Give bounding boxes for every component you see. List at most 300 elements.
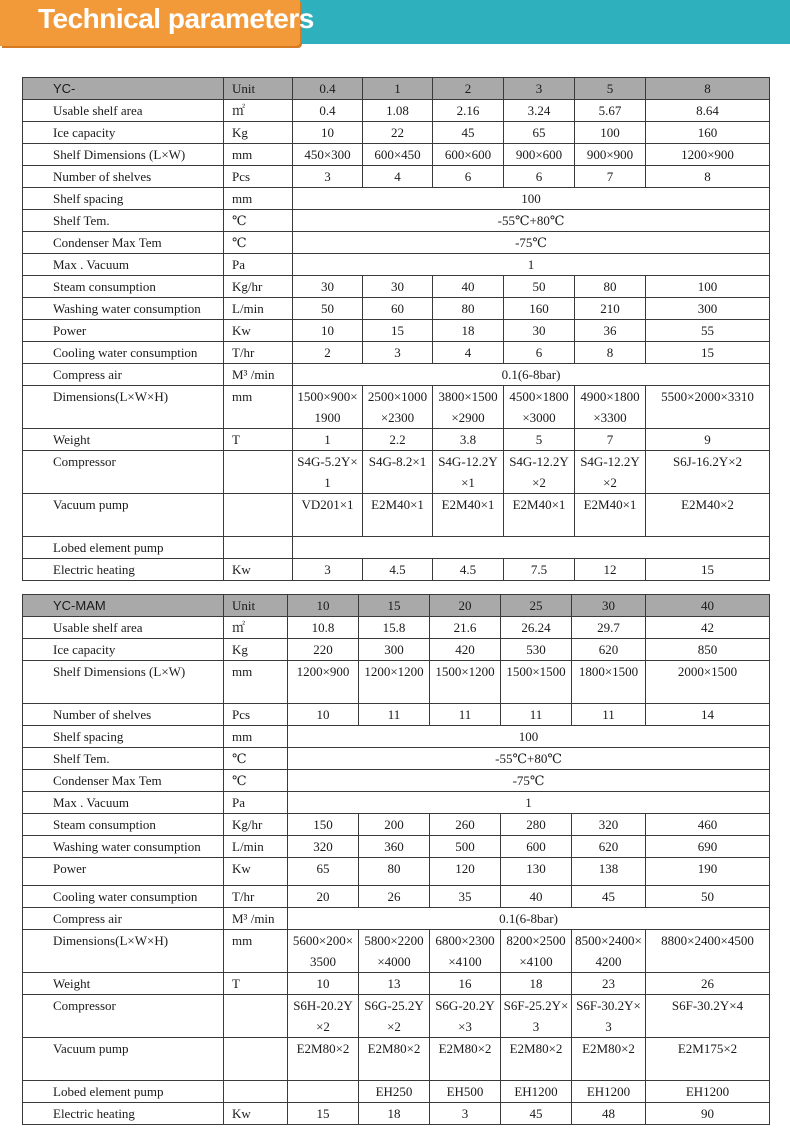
spec-value: 18 bbox=[433, 320, 504, 342]
spec-row-washing-water-consumption bbox=[23, 298, 770, 320]
spec-value: 450×300 bbox=[293, 144, 363, 166]
spec-value: 1500×900×1900 bbox=[293, 386, 363, 429]
spec-value: 11 bbox=[572, 704, 646, 726]
spec-value: 40 bbox=[501, 886, 572, 908]
spec-value: 3 bbox=[293, 166, 363, 188]
model-header-cell: 3 bbox=[504, 78, 575, 100]
spec-value: EH1200 bbox=[501, 1081, 572, 1103]
spec-unit: ㎡ bbox=[224, 100, 293, 122]
spec-row-max-vacuum bbox=[23, 254, 770, 276]
model-header-cell: 8 bbox=[646, 78, 770, 100]
spec-value: 3800×1500×2900 bbox=[433, 386, 504, 429]
spec-value: 48 bbox=[572, 1103, 646, 1125]
spec-table-yc bbox=[22, 77, 770, 581]
spec-value: 36 bbox=[575, 320, 646, 342]
spec-value: 45 bbox=[501, 1103, 572, 1125]
spec-row-usable-shelf-area bbox=[23, 617, 770, 639]
model-header-cell: 25 bbox=[501, 595, 572, 617]
spec-unit: ℃ bbox=[224, 210, 293, 232]
spec-label: Number of shelves bbox=[23, 704, 224, 726]
spec-value: 4 bbox=[433, 342, 504, 364]
spec-value: 280 bbox=[501, 814, 572, 836]
spec-value: 11 bbox=[359, 704, 430, 726]
spec-row-weight bbox=[23, 429, 770, 451]
spec-unit: Kg/hr bbox=[224, 814, 288, 836]
spec-value: 40 bbox=[433, 276, 504, 298]
spec-value: 80 bbox=[359, 858, 430, 886]
spec-value: 10 bbox=[288, 973, 359, 995]
spec-value: 900×600 bbox=[504, 144, 575, 166]
spec-label: Electric heating bbox=[23, 559, 224, 581]
spec-unit: Pcs bbox=[224, 704, 288, 726]
model-header-cell: 40 bbox=[646, 595, 770, 617]
spec-value: E2M80×2 bbox=[359, 1038, 430, 1081]
spec-value: 220 bbox=[288, 639, 359, 661]
spec-value: 80 bbox=[433, 298, 504, 320]
model-header-cell: 5 bbox=[575, 78, 646, 100]
spec-label: Ice capacity bbox=[23, 639, 224, 661]
spec-value: 100 bbox=[575, 122, 646, 144]
spec-value: 22 bbox=[363, 122, 433, 144]
spec-value: 6800×2300×4100 bbox=[430, 930, 501, 973]
spec-value: 13 bbox=[359, 973, 430, 995]
spec-unit bbox=[224, 1081, 288, 1103]
spec-label: Electric heating bbox=[23, 1103, 224, 1125]
spec-value: 65 bbox=[288, 858, 359, 886]
spec-value: 10.8 bbox=[288, 617, 359, 639]
spec-value: 80 bbox=[575, 276, 646, 298]
spec-row-lobed-element-pump bbox=[23, 537, 770, 559]
spec-value: 460 bbox=[646, 814, 770, 836]
spec-unit: Pa bbox=[224, 792, 288, 814]
spec-label: Compressor bbox=[23, 995, 224, 1038]
spec-unit bbox=[224, 995, 288, 1038]
spec-value: 50 bbox=[646, 886, 770, 908]
spec-value-merged: 100 bbox=[293, 188, 770, 210]
spec-value-merged: -75℃ bbox=[293, 232, 770, 254]
spec-value: 4.5 bbox=[433, 559, 504, 581]
spec-row-shelf-tem bbox=[23, 210, 770, 232]
spec-label: Shelf Tem. bbox=[23, 210, 224, 232]
spec-value: E2M80×2 bbox=[572, 1038, 646, 1081]
model-header-cell: 1 bbox=[363, 78, 433, 100]
spec-label: Power bbox=[23, 320, 224, 342]
spec-value: 4500×1800×3000 bbox=[504, 386, 575, 429]
spec-value: E2M40×1 bbox=[575, 494, 646, 537]
spec-value: 15.8 bbox=[359, 617, 430, 639]
spec-value: 360 bbox=[359, 836, 430, 858]
spec-value: 8 bbox=[646, 166, 770, 188]
spec-unit: T bbox=[224, 429, 293, 451]
spec-value: 620 bbox=[572, 836, 646, 858]
spec-value: 120 bbox=[430, 858, 501, 886]
spec-value: 300 bbox=[359, 639, 430, 661]
spec-label: Vacuum pump bbox=[23, 494, 224, 537]
spec-value: EH1200 bbox=[646, 1081, 770, 1103]
spec-value: 26 bbox=[359, 886, 430, 908]
spec-value: 3 bbox=[430, 1103, 501, 1125]
spec-label: Compress air bbox=[23, 364, 224, 386]
spec-value: 6 bbox=[504, 342, 575, 364]
spec-unit bbox=[224, 451, 293, 494]
spec-unit: T/hr bbox=[224, 342, 293, 364]
spec-value: 420 bbox=[430, 639, 501, 661]
spec-row-usable-shelf-area bbox=[23, 100, 770, 122]
spec-unit: Kg/hr bbox=[224, 276, 293, 298]
spec-value: 26.24 bbox=[501, 617, 572, 639]
spec-row-electric-heating bbox=[23, 1103, 770, 1125]
spec-value: 3 bbox=[293, 559, 363, 581]
spec-value: 320 bbox=[572, 814, 646, 836]
spec-row-compress-air bbox=[23, 364, 770, 386]
spec-label: Max . Vacuum bbox=[23, 254, 224, 276]
spec-table-yc-mam bbox=[22, 594, 770, 1125]
spec-unit: mm bbox=[224, 726, 288, 748]
spec-value: 15 bbox=[288, 1103, 359, 1125]
spec-value: 1 bbox=[293, 429, 363, 451]
spec-value: 15 bbox=[363, 320, 433, 342]
spec-label: Condenser Max Tem bbox=[23, 770, 224, 792]
spec-row-shelf-dimensions-l-w bbox=[23, 661, 770, 704]
model-series-label: YC- bbox=[23, 78, 224, 100]
spec-value: S6G-25.2Y×2 bbox=[359, 995, 430, 1038]
spec-value: 100 bbox=[646, 276, 770, 298]
spec-value: 7 bbox=[575, 166, 646, 188]
spec-value: 30 bbox=[363, 276, 433, 298]
spec-value: 20 bbox=[288, 886, 359, 908]
spec-value-merged: 0.1(6-8bar) bbox=[293, 364, 770, 386]
spec-label: Usable shelf area bbox=[23, 617, 224, 639]
spec-value: 15 bbox=[646, 342, 770, 364]
spec-row-shelf-tem bbox=[23, 748, 770, 770]
spec-unit: Kg bbox=[224, 639, 288, 661]
spec-value: 8500×2400×4200 bbox=[572, 930, 646, 973]
spec-unit bbox=[224, 494, 293, 537]
spec-row-compressor bbox=[23, 995, 770, 1038]
spec-row-vacuum-pump bbox=[23, 494, 770, 537]
spec-label: Ice capacity bbox=[23, 122, 224, 144]
model-header-cell: 2 bbox=[433, 78, 504, 100]
model-header-cell: 0.4 bbox=[293, 78, 363, 100]
spec-unit: T bbox=[224, 973, 288, 995]
spec-value: 620 bbox=[572, 639, 646, 661]
spec-unit: ℃ bbox=[224, 748, 288, 770]
spec-unit: ㎡ bbox=[224, 617, 288, 639]
spec-value: 1500×1500 bbox=[501, 661, 572, 704]
model-header-cell: 20 bbox=[430, 595, 501, 617]
spec-value: 4 bbox=[363, 166, 433, 188]
spec-row-shelf-dimensions-l-w bbox=[23, 144, 770, 166]
spec-row-ice-capacity bbox=[23, 122, 770, 144]
spec-unit: Pa bbox=[224, 254, 293, 276]
spec-row-cooling-water-consumption bbox=[23, 342, 770, 364]
model-header-cell: 15 bbox=[359, 595, 430, 617]
spec-value: 6 bbox=[433, 166, 504, 188]
spec-value: 690 bbox=[646, 836, 770, 858]
spec-value: 6 bbox=[504, 166, 575, 188]
spec-value: 2.16 bbox=[433, 100, 504, 122]
spec-value: 1200×900 bbox=[646, 144, 770, 166]
spec-label: Cooling water consumption bbox=[23, 342, 224, 364]
spec-row-steam-consumption bbox=[23, 814, 770, 836]
spec-unit: Kw bbox=[224, 559, 293, 581]
spec-value: E2M40×2 bbox=[646, 494, 770, 537]
spec-label: Washing water consumption bbox=[23, 298, 224, 320]
spec-value bbox=[288, 1081, 359, 1103]
spec-label: Lobed element pump bbox=[23, 537, 224, 559]
spec-value: 600 bbox=[501, 836, 572, 858]
spec-label: Weight bbox=[23, 429, 224, 451]
spec-value: 3 bbox=[363, 342, 433, 364]
spec-label: Max . Vacuum bbox=[23, 792, 224, 814]
spec-value: 160 bbox=[504, 298, 575, 320]
spec-value: 5 bbox=[504, 429, 575, 451]
spec-unit: ℃ bbox=[224, 232, 293, 254]
spec-value: E2M175×2 bbox=[646, 1038, 770, 1081]
spec-unit: Pcs bbox=[224, 166, 293, 188]
spec-value: S6F-30.2Y×3 bbox=[572, 995, 646, 1038]
spec-value: 850 bbox=[646, 639, 770, 661]
spec-value: S6H-20.2Y×2 bbox=[288, 995, 359, 1038]
spec-value: 10 bbox=[293, 122, 363, 144]
spec-value-merged: 1 bbox=[293, 254, 770, 276]
spec-value: 50 bbox=[504, 276, 575, 298]
spec-value: 8 bbox=[575, 342, 646, 364]
spec-unit: mm bbox=[224, 930, 288, 973]
spec-value: 65 bbox=[504, 122, 575, 144]
spec-value: 3.24 bbox=[504, 100, 575, 122]
spec-value: 50 bbox=[293, 298, 363, 320]
spec-value: 26 bbox=[646, 973, 770, 995]
spec-label: Shelf spacing bbox=[23, 726, 224, 748]
spec-value: 2500×1000×2300 bbox=[363, 386, 433, 429]
spec-value: 7 bbox=[575, 429, 646, 451]
spec-label: Shelf Tem. bbox=[23, 748, 224, 770]
spec-label: Shelf Dimensions (L×W) bbox=[23, 144, 224, 166]
spec-unit: mm bbox=[224, 188, 293, 210]
spec-row-lobed-element-pump bbox=[23, 1081, 770, 1103]
spec-value: 160 bbox=[646, 122, 770, 144]
spec-value: 4900×1800×3300 bbox=[575, 386, 646, 429]
spec-value: 10 bbox=[293, 320, 363, 342]
spec-value: 5500×2000×3310 bbox=[646, 386, 770, 429]
spec-unit bbox=[224, 537, 293, 559]
spec-value: EH250 bbox=[359, 1081, 430, 1103]
spec-label: Power bbox=[23, 858, 224, 886]
spec-value: 9 bbox=[646, 429, 770, 451]
spec-unit bbox=[224, 1038, 288, 1081]
spec-value: 45 bbox=[433, 122, 504, 144]
spec-row-washing-water-consumption bbox=[23, 836, 770, 858]
spec-value: 42 bbox=[646, 617, 770, 639]
spec-value: 138 bbox=[572, 858, 646, 886]
spec-row-weight bbox=[23, 973, 770, 995]
spec-unit: M³ /min bbox=[224, 908, 288, 930]
spec-value: 130 bbox=[501, 858, 572, 886]
spec-value: 5.67 bbox=[575, 100, 646, 122]
spec-value: 1.08 bbox=[363, 100, 433, 122]
spec-value: 18 bbox=[359, 1103, 430, 1125]
spec-value-merged bbox=[293, 537, 770, 559]
spec-unit: M³ /min bbox=[224, 364, 293, 386]
spec-row-number-of-shelves bbox=[23, 166, 770, 188]
spec-row-power bbox=[23, 320, 770, 342]
spec-value: S4G-12.2Y×2 bbox=[575, 451, 646, 494]
spec-value: 35 bbox=[430, 886, 501, 908]
spec-value: 21.6 bbox=[430, 617, 501, 639]
spec-value-merged: 1 bbox=[288, 792, 770, 814]
spec-value: E2M80×2 bbox=[430, 1038, 501, 1081]
spec-label: Dimensions(L×W×H) bbox=[23, 386, 224, 429]
spec-value: E2M80×2 bbox=[501, 1038, 572, 1081]
spec-value: 14 bbox=[646, 704, 770, 726]
spec-row-vacuum-pump bbox=[23, 1038, 770, 1081]
spec-label: Shelf spacing bbox=[23, 188, 224, 210]
spec-value: S4G-12.2Y×1 bbox=[433, 451, 504, 494]
unit-header: Unit bbox=[224, 595, 288, 617]
spec-unit: T/hr bbox=[224, 886, 288, 908]
spec-value: 500 bbox=[430, 836, 501, 858]
spec-label: Compressor bbox=[23, 451, 224, 494]
spec-unit: L/min bbox=[224, 298, 293, 320]
spec-value: 90 bbox=[646, 1103, 770, 1125]
spec-value: EH500 bbox=[430, 1081, 501, 1103]
spec-unit: Kg bbox=[224, 122, 293, 144]
spec-value: S4G-12.2Y×2 bbox=[504, 451, 575, 494]
spec-label: Cooling water consumption bbox=[23, 886, 224, 908]
spec-label: Lobed element pump bbox=[23, 1081, 224, 1103]
spec-row-shelf-spacing bbox=[23, 726, 770, 748]
spec-value: 55 bbox=[646, 320, 770, 342]
spec-value: 18 bbox=[501, 973, 572, 995]
spec-unit: mm bbox=[224, 661, 288, 704]
spec-value: 600×450 bbox=[363, 144, 433, 166]
spec-label: Steam consumption bbox=[23, 276, 224, 298]
spec-value: 23 bbox=[572, 973, 646, 995]
spec-row-cooling-water-consumption bbox=[23, 886, 770, 908]
spec-value: 10 bbox=[288, 704, 359, 726]
spec-value: 600×600 bbox=[433, 144, 504, 166]
spec-row-electric-heating bbox=[23, 559, 770, 581]
spec-value-merged: 100 bbox=[288, 726, 770, 748]
spec-label: Steam consumption bbox=[23, 814, 224, 836]
spec-value: 260 bbox=[430, 814, 501, 836]
unit-header: Unit bbox=[224, 78, 293, 100]
spec-value: 8.64 bbox=[646, 100, 770, 122]
spec-value: 2000×1500 bbox=[646, 661, 770, 704]
spec-value: 1500×1200 bbox=[430, 661, 501, 704]
spec-value: 29.7 bbox=[572, 617, 646, 639]
spec-value: 2 bbox=[293, 342, 363, 364]
spec-value: 12 bbox=[575, 559, 646, 581]
spec-value: 11 bbox=[430, 704, 501, 726]
spec-value: E2M40×1 bbox=[504, 494, 575, 537]
spec-value: 8800×2400×4500 bbox=[646, 930, 770, 973]
spec-value: 30 bbox=[504, 320, 575, 342]
spec-row-shelf-spacing bbox=[23, 188, 770, 210]
model-header-cell: 10 bbox=[288, 595, 359, 617]
spec-row-ice-capacity bbox=[23, 639, 770, 661]
table-header-row bbox=[23, 595, 770, 617]
model-header-cell: 30 bbox=[572, 595, 646, 617]
spec-value: S4G-8.2×1 bbox=[363, 451, 433, 494]
spec-unit: L/min bbox=[224, 836, 288, 858]
spec-value: S6F-25.2Y×3 bbox=[501, 995, 572, 1038]
model-series-label: YC-MAM bbox=[23, 595, 224, 617]
spec-label: Vacuum pump bbox=[23, 1038, 224, 1081]
spec-row-compressor bbox=[23, 451, 770, 494]
spec-unit: ℃ bbox=[224, 770, 288, 792]
spec-value: 16 bbox=[430, 973, 501, 995]
spec-row-power bbox=[23, 858, 770, 886]
spec-row-compress-air bbox=[23, 908, 770, 930]
spec-value: 1200×900 bbox=[288, 661, 359, 704]
spec-value: E2M40×1 bbox=[433, 494, 504, 537]
spec-value-merged: 0.1(6-8bar) bbox=[288, 908, 770, 930]
spec-label: Dimensions(L×W×H) bbox=[23, 930, 224, 973]
spec-row-condenser-max-tem bbox=[23, 232, 770, 254]
spec-label: Shelf Dimensions (L×W) bbox=[23, 661, 224, 704]
spec-value: 320 bbox=[288, 836, 359, 858]
table-header-row bbox=[23, 78, 770, 100]
spec-value: 200 bbox=[359, 814, 430, 836]
spec-value: 210 bbox=[575, 298, 646, 320]
spec-unit: Kw bbox=[224, 1103, 288, 1125]
spec-value: 5600×200×3500 bbox=[288, 930, 359, 973]
spec-value: 3.8 bbox=[433, 429, 504, 451]
spec-value: E2M80×2 bbox=[288, 1038, 359, 1081]
spec-value: 300 bbox=[646, 298, 770, 320]
spec-row-steam-consumption bbox=[23, 276, 770, 298]
spec-value: 7.5 bbox=[504, 559, 575, 581]
spec-value: S6J-16.2Y×2 bbox=[646, 451, 770, 494]
page-title: Technical parameters bbox=[38, 3, 314, 34]
spec-row-number-of-shelves bbox=[23, 704, 770, 726]
spec-value: 900×900 bbox=[575, 144, 646, 166]
spec-value: 0.4 bbox=[293, 100, 363, 122]
spec-value: 4.5 bbox=[363, 559, 433, 581]
spec-value: 15 bbox=[646, 559, 770, 581]
spec-unit: mm bbox=[224, 386, 293, 429]
spec-value: 5800×2200×4000 bbox=[359, 930, 430, 973]
spec-row-dimensions-l-w-h bbox=[23, 386, 770, 429]
spec-unit: mm bbox=[224, 144, 293, 166]
spec-row-condenser-max-tem bbox=[23, 770, 770, 792]
header-title-tab bbox=[0, 0, 314, 46]
spec-label: Number of shelves bbox=[23, 166, 224, 188]
spec-value: S6G-20.2Y×3 bbox=[430, 995, 501, 1038]
spec-value: VD201×1 bbox=[293, 494, 363, 537]
spec-value-merged: -75℃ bbox=[288, 770, 770, 792]
spec-value: 2.2 bbox=[363, 429, 433, 451]
spec-label: Usable shelf area bbox=[23, 100, 224, 122]
spec-unit: Kw bbox=[224, 320, 293, 342]
spec-value: 45 bbox=[572, 886, 646, 908]
spec-value: S4G-5.2Y×1 bbox=[293, 451, 363, 494]
spec-row-dimensions-l-w-h bbox=[23, 930, 770, 973]
spec-value: E2M40×1 bbox=[363, 494, 433, 537]
spec-row-max-vacuum bbox=[23, 792, 770, 814]
spec-value: 530 bbox=[501, 639, 572, 661]
spec-value: 8200×2500×4100 bbox=[501, 930, 572, 973]
spec-value: 150 bbox=[288, 814, 359, 836]
spec-label: Washing water consumption bbox=[23, 836, 224, 858]
spec-value: 1200×1200 bbox=[359, 661, 430, 704]
spec-label: Condenser Max Tem bbox=[23, 232, 224, 254]
spec-value: 30 bbox=[293, 276, 363, 298]
spec-value: 190 bbox=[646, 858, 770, 886]
spec-value: EH1200 bbox=[572, 1081, 646, 1103]
